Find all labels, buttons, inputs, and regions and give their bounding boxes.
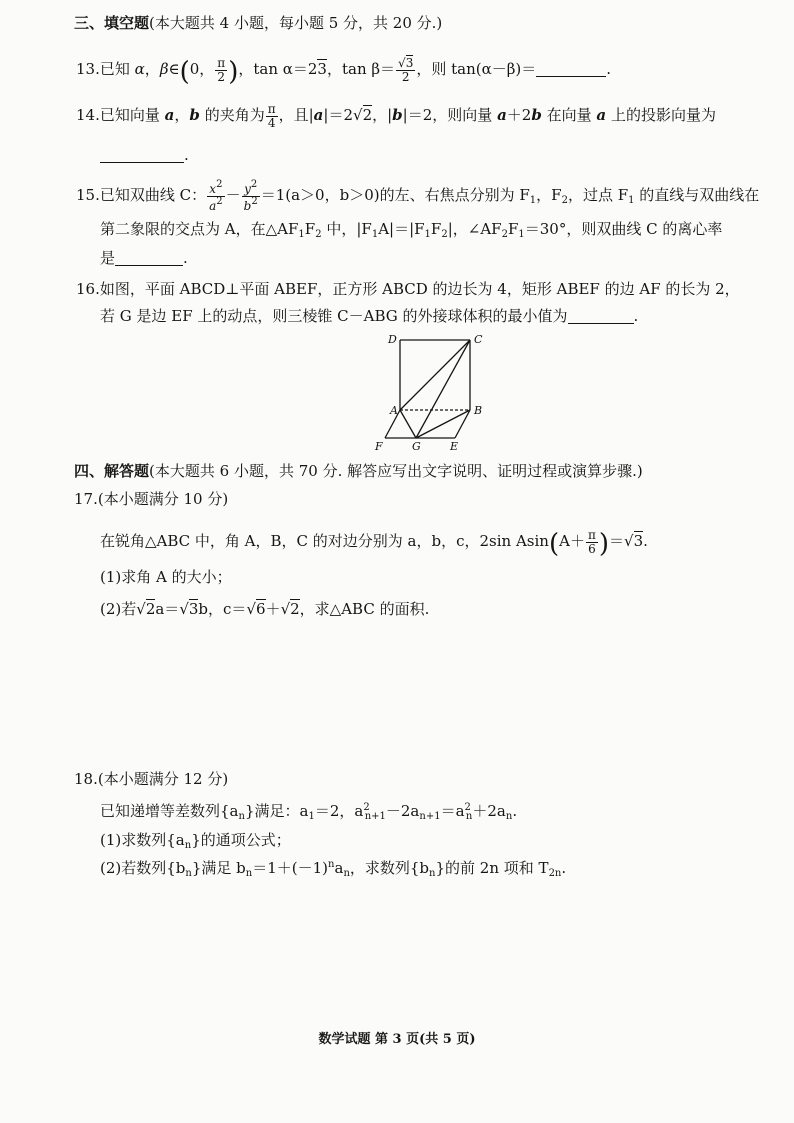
exponent: n [328,859,335,870]
sqrt: 3 [633,532,644,550]
question-text: 在向量 [546,106,592,125]
section-4-title: 四、解答题 [74,462,150,480]
question-number: 16. [76,280,100,298]
math-symbol: ∈ [168,60,180,78]
question-18-part-2 [100,859,566,881]
vector: a [313,106,324,125]
question-text: ，求数列{b [349,859,430,877]
numerator: √3 [398,55,414,70]
math-symbol: ＋2 [506,106,532,125]
numerator: π [587,527,596,542]
question-text: 已知 [99,60,130,78]
question-18-stem [100,802,517,824]
question-number: 18. [74,770,98,788]
vector: a [497,106,507,125]
question-text: －2a [385,802,420,820]
vertex-label-c: C [474,333,483,346]
section-3-title: 三、填空题 [74,14,150,32]
subscript: n [429,868,436,879]
question-13 [76,56,611,89]
fraction [215,57,227,83]
variable: y [244,182,251,196]
question-text: ，F [536,186,562,205]
subscript: 1 [628,195,635,207]
math-symbol: α [134,60,145,78]
subscript: n [185,868,192,879]
sqrt: 3 [188,600,199,618]
section-4-heading [74,462,643,481]
exponent: 2 [363,802,370,813]
vector: a [596,106,607,125]
paren: ) [598,529,610,559]
question-text: ＝1＋(－1) [252,859,329,877]
math-symbol: 0， [189,60,215,78]
vertex-label-b: B [474,404,483,417]
sqrt: 2 [362,106,373,125]
subscript: 1 [298,229,305,240]
question-text: ，过点 F [567,186,629,205]
subscript: 1 [529,195,537,207]
subscript: n+1 [419,811,441,822]
question-text: ＝1(a＞0，b＞0)的左、右焦点分别为 F [260,186,530,205]
question-text: 若 G 是边 EF 上的动点，则三棱锥 C－ABG 的外接球体积的最小值为 [100,307,568,325]
vector: a [164,106,175,125]
question-score: (本小题满分 10 分) [97,490,229,508]
question-text: . [633,307,639,325]
fraction [266,103,278,129]
paren: ) [228,57,239,87]
question-text: }满足 b [191,859,246,877]
denominator: 2 [217,69,226,84]
exponent: 2 [216,179,223,190]
exponent: 2 [216,195,223,207]
vector: b [189,106,200,125]
question-number: 17. [74,490,98,508]
vertex-label-a: A [390,404,398,417]
question-18-part-1 [100,831,291,853]
question-15-line-3 [100,249,188,268]
question-text: . [512,802,518,820]
question-text: |＝2，则向量 [402,106,493,125]
fraction [586,529,598,555]
subscript: n [184,840,192,851]
exponent: 2 [250,179,258,190]
question-text: }满足：a [244,802,309,820]
question-text: 在锐角△ABC 中，角 A，B，C 的对边分别为 a，b，c，2sin Asin [100,532,549,550]
denominator: 6 [588,541,596,556]
question-text: 的夹角为 [204,106,265,125]
question-text: 是 [100,249,116,267]
question-text: 已知双曲线 C： [99,186,207,205]
question-text: 第二象限的交点为 A，在△AF [100,220,299,238]
question-16 [76,280,740,299]
paren: ( [548,529,560,559]
question-text: . [561,859,567,877]
question-15 [76,180,759,212]
question-text: ＝2，a [314,802,364,820]
variable: b [243,198,252,213]
question-text: F [304,220,316,238]
answer-blank[interactable] [536,62,606,77]
question-15-line-2 [100,220,722,242]
subscript: 1 [371,229,379,240]
numerator: π [267,102,276,116]
question-text: 如图，平面 ABCD⊥平面 ABEF，正方形 ABCD 的边长为 4，矩形 ABEF 的边 AF 的长为 2， [99,280,740,298]
denominator: 4 [267,115,276,130]
math-symbol: β [159,60,169,78]
numerator: π [217,55,226,70]
question-text: 的直线与双曲线在 [639,186,760,205]
subscript: 2 [561,195,568,207]
exponent: 2 [464,802,471,813]
section-3-note: (本大题共 4 小题，每小题 5 分，共 20 分.) [149,14,443,32]
paren: ( [179,57,190,87]
question-text: ，求△ABC 的面积. [299,600,430,618]
subscript: n [238,811,245,822]
question-text: a [334,859,344,877]
sqrt: 6 [256,600,266,618]
question-18-header [74,770,228,789]
question-text: |，∠AF [447,220,502,238]
answer-blank[interactable] [115,251,183,266]
subscript: 1 [424,229,431,240]
subscript: n [245,868,253,879]
question-text: . [606,60,612,78]
section-4-note: (本大题共 6 小题，共 70 分. 解答应写出文字说明、证明过程或演算步骤.) [149,462,643,480]
fraction [242,180,260,212]
question-text: ＝30°，则双曲线 C 的离心率 [524,220,723,238]
question-text: }的通项公式； [191,831,291,849]
question-text: 上的投影向量为 [610,106,716,125]
question-text: ，tan β＝ [326,60,396,78]
subscript: 1 [518,229,525,240]
question-text: . [183,249,188,267]
numerator [242,180,260,197]
sqrt: 2 [145,600,156,618]
section-3-heading [74,14,442,33]
question-number: 13. [76,60,100,78]
question-text: }的前 2n 项和 T [435,859,549,877]
question-text: . [643,532,648,550]
question-text: a＝ [155,600,180,618]
variable: x [209,182,217,196]
vertex-label-d: D [388,333,397,346]
question-text: ＝a [440,802,465,820]
question-text: (1)求数列{a [100,831,185,849]
question-text: 中，|F [326,220,372,238]
question-text: ，则 tan(α－β)＝ [416,60,537,78]
question-score: (本小题满分 12 分) [97,770,229,788]
question-text: ，| [372,106,393,125]
question-text: ＋ [265,600,281,618]
denominator [207,197,225,213]
denominator [242,197,260,213]
question-text: ，且| [278,106,314,125]
vertex-label-f: F [375,440,383,453]
vector: b [531,106,542,125]
question-text: A|＝|F [378,220,425,238]
sqrt: 2 [290,600,300,618]
question-14-answer-line [100,146,189,165]
math-symbol: ， [174,106,190,125]
vertex-label-e: E [450,440,459,453]
question-text: b，c＝ [198,600,247,618]
question-text: F [507,220,519,238]
question-text: ＝ [609,532,625,550]
subscript: n+1 [364,811,386,822]
question-text: A＋ [559,532,585,550]
subscript: 2n [548,868,562,879]
answer-blank[interactable] [568,309,634,324]
question-17-header [74,490,228,509]
subscript: 2 [441,229,448,240]
fraction [396,57,415,83]
sqrt: 3 [317,60,327,78]
subscript: 1 [308,811,315,822]
question-17-part-2: (2)若√2a＝√3b，c＝√6＋√2，求△ABC 的面积. [100,600,430,618]
numerator [207,180,225,197]
subscript: n [505,811,513,822]
denominator: 2 [401,69,410,84]
subscript: 2 [501,229,508,240]
question-text: (2)若数列{b [100,859,186,877]
answer-blank[interactable] [100,148,184,163]
question-text: 已知递增等差数列{a [100,802,239,820]
question-14: 14.已知向量 a，b 的夹角为 $\frac{\pi}{4}$ ，且|a|＝2√2，|b|＝2，则向量 a＋2b 在向量 a 上的投影向量为 [76,102,716,130]
subscript: n [343,868,350,879]
exponent: 2 [251,195,258,207]
question-17-part-1 [100,568,232,587]
math-symbol: ， [144,60,160,78]
question-number: 15. [76,186,100,205]
page-footer: 数学试题 第 3 页(共 5 页) [318,1032,476,1047]
question-text: |＝2 [323,106,353,125]
vector: b [392,106,403,125]
subscript: n [465,811,473,822]
sqrt: 3 [405,55,414,70]
fraction [207,180,225,212]
question-text: (2)若 [100,600,137,618]
vertex-label-g: G [412,440,421,453]
math-symbol: － [225,186,241,205]
geometry-figure [370,330,500,458]
question-text: (1)求角 A 的大小； [100,568,232,586]
question-text: . [184,146,189,164]
variable: a [209,198,217,213]
subscript: 2 [315,229,322,240]
question-text: ＋2a [472,802,506,820]
question-text: ，tan α＝2 [238,60,318,78]
question-text: 已知向量 [99,106,160,125]
question-number: 14. [76,106,100,125]
question-text: F [430,220,442,238]
question-16-line-2 [100,307,638,326]
question-17-stem: 在锐角△ABC 中，角 A，B，C 的对边分别为 a，b，c，2sin Asin(A＋ $\frac{\pi}{6}$ )＝√3. [100,527,648,559]
